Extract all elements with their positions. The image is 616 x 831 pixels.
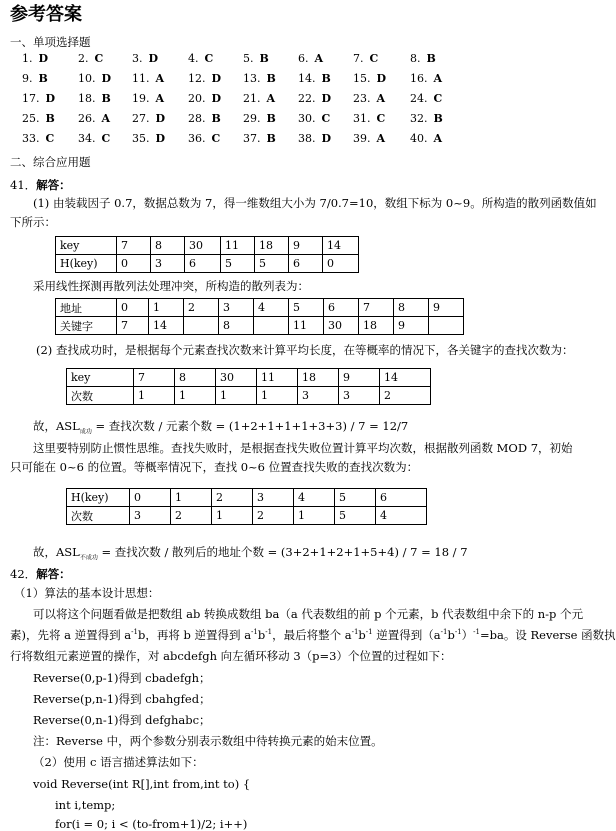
mcq-number: 17. bbox=[22, 92, 40, 105]
superscript: -1 bbox=[265, 628, 273, 637]
table-cell: 8 bbox=[219, 317, 254, 335]
mcq-number: 1. bbox=[22, 52, 33, 65]
table-cell: key bbox=[67, 369, 134, 387]
mcq-number: 14. bbox=[298, 72, 316, 85]
mcq-item bbox=[132, 72, 164, 85]
table-cell: 2 bbox=[253, 507, 294, 525]
superscript: -1 bbox=[131, 628, 138, 637]
hash-function-table bbox=[55, 236, 359, 273]
table-cell bbox=[429, 317, 464, 335]
paragraph-42-2: 可以将这个问题看做是把数组 ab 转换成数组 ba（a 代表数组的前 p 个元素，b 代表数组中余下的 n-p 个元 bbox=[33, 607, 584, 621]
table-cell: 5 bbox=[221, 255, 255, 273]
table-cell: 3 bbox=[253, 489, 294, 507]
mcq-number: 12. bbox=[188, 72, 206, 85]
mcq-item bbox=[243, 92, 275, 105]
table-cell: 6 bbox=[289, 255, 323, 273]
mcq-item bbox=[78, 132, 110, 145]
table-cell: key bbox=[56, 237, 117, 255]
paragraph-41-4: 这里要特别防止惯性思维。查找失败时，是根据查找失败位置计算平均次数，根据散列函数 MOD 7，初始 bbox=[33, 441, 573, 455]
table-cell: 18 bbox=[359, 317, 394, 335]
mcq-answer: D bbox=[148, 52, 159, 65]
table-cell: 8 bbox=[394, 299, 429, 317]
question-42-number: 42． bbox=[10, 567, 37, 581]
mcq-answer: C bbox=[211, 132, 221, 145]
mcq-number: 24. bbox=[410, 92, 428, 105]
asl-success-formula: = 查找次数 / 元素个数 = (1+2+1+1+1+3+3) / 7 = 12/7 bbox=[91, 419, 409, 433]
mcq-item bbox=[410, 72, 442, 85]
table-cell: 0 bbox=[130, 489, 171, 507]
mcq-item bbox=[132, 132, 165, 145]
mcq-number: 18. bbox=[78, 92, 96, 105]
table-cell: 7 bbox=[134, 369, 175, 387]
mcq-item bbox=[22, 52, 48, 65]
table-row bbox=[56, 299, 464, 317]
mcq-number: 23. bbox=[353, 92, 371, 105]
table-cell: 0 bbox=[323, 255, 359, 273]
table-cell: 11 bbox=[257, 369, 298, 387]
code-line-3: for(i = 0; i < (to-from+1)/2; i++) bbox=[55, 817, 248, 831]
mcq-number: 28. bbox=[188, 112, 206, 125]
mcq-answer: A bbox=[314, 52, 324, 65]
paragraph-41-2: 采用线性探测再散列法处理冲突，所构造的散列表为： bbox=[33, 279, 309, 293]
mcq-answer: B bbox=[266, 112, 276, 125]
table-cell: 18 bbox=[255, 237, 289, 255]
mcq-item bbox=[132, 92, 164, 105]
text-fragment: b bbox=[447, 628, 455, 642]
mcq-number: 25. bbox=[22, 112, 40, 125]
mcq-answer: D bbox=[155, 132, 166, 145]
table-cell: 7 bbox=[359, 299, 394, 317]
asl-success-prefix: 故，ASL bbox=[33, 419, 80, 433]
table-row bbox=[56, 317, 464, 335]
question-42-answer-label: 解答： bbox=[36, 567, 71, 581]
table-cell: 2 bbox=[212, 489, 253, 507]
mcq-item bbox=[243, 72, 276, 85]
table-row bbox=[67, 489, 427, 507]
mcq-number: 21. bbox=[243, 92, 261, 105]
mcq-answer: B bbox=[426, 52, 436, 65]
table-cell: 7 bbox=[117, 317, 149, 335]
table-row bbox=[67, 369, 431, 387]
mcq-answer: C bbox=[433, 92, 443, 105]
mcq-answer: D bbox=[376, 72, 387, 85]
mcq-number: 7. bbox=[353, 52, 364, 65]
table-row bbox=[67, 387, 431, 405]
mcq-answer: A bbox=[433, 72, 443, 85]
mcq-answer: A bbox=[376, 132, 386, 145]
mcq-answer: A bbox=[155, 72, 165, 85]
mcq-answer: B bbox=[38, 72, 48, 85]
text-fragment: 素)，先将 a 逆置得到 a bbox=[10, 628, 132, 642]
mcq-item bbox=[188, 132, 220, 145]
paragraph-41-1: (1) 由装载因子 0.7，数据总数为 7，得一维数组大小为 7/0.7=10，数组下标为 0~9。所构造的散列函数值如 bbox=[33, 196, 597, 210]
mcq-number: 30. bbox=[298, 112, 316, 125]
superscript: -1 bbox=[251, 628, 258, 637]
mcq-answer: D bbox=[155, 112, 166, 125]
table-cell: 次数 bbox=[67, 507, 130, 525]
mcq-number: 32. bbox=[410, 112, 428, 125]
mcq-answer: A bbox=[266, 92, 276, 105]
table-cell: 9 bbox=[394, 317, 429, 335]
superscript: -1 bbox=[454, 628, 462, 637]
mcq-item bbox=[22, 92, 55, 105]
text-fragment: =ba。设 Reverse 函数执 bbox=[480, 628, 616, 642]
question-41-answer-label: 解答： bbox=[36, 178, 71, 192]
mcq-answer: C bbox=[376, 112, 386, 125]
mcq-item bbox=[132, 52, 158, 65]
mcq-row bbox=[0, 112, 570, 126]
table-cell: 1 bbox=[257, 387, 298, 405]
reverse-step-3: Reverse(0,n-1)得到 defghabc； bbox=[33, 713, 211, 727]
mcq-item bbox=[188, 92, 221, 105]
table-cell: 7 bbox=[117, 237, 151, 255]
mcq-number: 10. bbox=[78, 72, 96, 85]
table-cell: 14 bbox=[380, 369, 431, 387]
table-cell: 8 bbox=[151, 237, 185, 255]
code-line-2: int i,temp; bbox=[55, 798, 116, 812]
mcq-item bbox=[22, 72, 48, 85]
table-cell: 1 bbox=[149, 299, 184, 317]
paragraph-42-4: 行将数组元素逆置的操作，对 abcdefgh 向左循环移动 3（p=3）个位置的过程如下： bbox=[10, 649, 452, 663]
table-row bbox=[67, 507, 427, 525]
text-fragment: b bbox=[358, 628, 366, 642]
mcq-answer: A bbox=[155, 92, 165, 105]
superscript: -1 bbox=[473, 628, 480, 637]
mcq-item bbox=[353, 92, 385, 105]
table-cell: 11 bbox=[221, 237, 255, 255]
paragraph-41-1b: 下所示： bbox=[10, 215, 56, 229]
table-cell: H(key) bbox=[56, 255, 117, 273]
table-cell: 5 bbox=[335, 507, 376, 525]
mcq-answer: D bbox=[45, 92, 56, 105]
mcq-item bbox=[298, 52, 323, 65]
mcq-number: 15. bbox=[353, 72, 371, 85]
paragraph-42-1: （1）算法的基本设计思想： bbox=[14, 586, 160, 600]
reverse-step-2: Reverse(p,n-1)得到 cbahgfed； bbox=[33, 692, 211, 706]
table-cell: 30 bbox=[216, 369, 257, 387]
failure-count-table bbox=[66, 488, 427, 525]
mcq-item bbox=[243, 132, 276, 145]
mcq-item bbox=[298, 72, 331, 85]
mcq-answer: B bbox=[101, 92, 111, 105]
mcq-number: 29. bbox=[243, 112, 261, 125]
text-fragment: 逆置得到（a bbox=[372, 628, 441, 642]
mcq-answer: C bbox=[101, 132, 111, 145]
page-title: 参考答案 bbox=[10, 4, 82, 25]
table-cell: 2 bbox=[171, 507, 212, 525]
mcq-item bbox=[22, 132, 54, 145]
table-cell: 6 bbox=[376, 489, 427, 507]
section-heading-mcq: 一、单项选择题 bbox=[10, 35, 91, 49]
mcq-answer: D bbox=[321, 92, 332, 105]
mcq-number: 26. bbox=[78, 112, 96, 125]
table-cell: 1 bbox=[171, 489, 212, 507]
mcq-answer: B bbox=[433, 112, 443, 125]
table-cell: 3 bbox=[151, 255, 185, 273]
table-row bbox=[56, 255, 359, 273]
mcq-row bbox=[0, 92, 570, 106]
asl-failure bbox=[33, 544, 468, 560]
mcq-answer: B bbox=[266, 72, 276, 85]
table-cell: 3 bbox=[298, 387, 339, 405]
mcq-number: 5. bbox=[243, 52, 254, 65]
mcq-number: 33. bbox=[22, 132, 40, 145]
table-cell: 0 bbox=[117, 255, 151, 273]
table-cell: 2 bbox=[380, 387, 431, 405]
superscript: -1 bbox=[365, 628, 373, 637]
mcq-number: 16. bbox=[410, 72, 428, 85]
mcq-number: 6. bbox=[298, 52, 309, 65]
mcq-answer: C bbox=[321, 112, 331, 125]
table-cell: 1 bbox=[294, 507, 335, 525]
superscript: -1 bbox=[440, 628, 448, 637]
table-cell: 1 bbox=[216, 387, 257, 405]
mcq-answer: C bbox=[204, 52, 214, 65]
table-cell: 9 bbox=[289, 237, 323, 255]
mcq-number: 13. bbox=[243, 72, 261, 85]
asl-success bbox=[33, 418, 408, 434]
mcq-number: 36. bbox=[188, 132, 206, 145]
mcq-answer: D bbox=[38, 52, 49, 65]
mcq-row bbox=[0, 132, 570, 146]
mcq-number: 22. bbox=[298, 92, 316, 105]
table-cell: 次数 bbox=[67, 387, 134, 405]
table-cell: 4 bbox=[376, 507, 427, 525]
mcq-number: 3. bbox=[132, 52, 143, 65]
table-cell: 2 bbox=[184, 299, 219, 317]
mcq-answer: B bbox=[321, 72, 331, 85]
superscript: -1 bbox=[351, 628, 359, 637]
mcq-number: 37. bbox=[243, 132, 261, 145]
table-cell: 30 bbox=[324, 317, 359, 335]
table-cell: 0 bbox=[117, 299, 149, 317]
mcq-item bbox=[188, 52, 213, 65]
mcq-number: 8. bbox=[410, 52, 421, 65]
asl-failure-formula: = 查找次数 / 散列后的地址个数 = (3+2+1+2+1+5+4) / 7 = 18 / 7 bbox=[97, 545, 468, 559]
mcq-item bbox=[353, 132, 385, 145]
mcq-answer: C bbox=[45, 132, 55, 145]
paragraph-41-4b: 只可能在 0~6 的位置。等概率情况下，查找 0~6 位置查找失败的查找次数为： bbox=[10, 460, 419, 474]
reverse-step-1: Reverse(0,p-1)得到 cbadefgh； bbox=[33, 671, 211, 685]
table-cell bbox=[254, 317, 289, 335]
mcq-item bbox=[353, 72, 386, 85]
mcq-item bbox=[410, 92, 442, 105]
mcq-item bbox=[78, 72, 111, 85]
table-cell: 5 bbox=[255, 255, 289, 273]
mcq-number: 2. bbox=[78, 52, 89, 65]
mcq-number: 38. bbox=[298, 132, 316, 145]
table-cell: 4 bbox=[254, 299, 289, 317]
success-count-table bbox=[66, 368, 431, 405]
table-cell: 6 bbox=[324, 299, 359, 317]
table-cell: 30 bbox=[185, 237, 221, 255]
mcq-answer: D bbox=[101, 72, 112, 85]
text-fragment: ，最后将整个 a bbox=[272, 628, 352, 642]
table-cell: H(key) bbox=[67, 489, 130, 507]
mcq-item bbox=[298, 132, 331, 145]
mcq-number: 11. bbox=[132, 72, 150, 85]
table-cell: 3 bbox=[219, 299, 254, 317]
mcq-item bbox=[353, 112, 385, 125]
mcq-item bbox=[243, 52, 269, 65]
mcq-row bbox=[0, 72, 570, 86]
mcq-answer: B bbox=[211, 112, 221, 125]
mcq-item bbox=[78, 52, 103, 65]
mcq-answer: B bbox=[266, 132, 276, 145]
table-row bbox=[56, 237, 359, 255]
mcq-row bbox=[0, 52, 570, 66]
table-cell: 1 bbox=[212, 507, 253, 525]
mcq-number: 4. bbox=[188, 52, 199, 65]
table-cell: 5 bbox=[335, 489, 376, 507]
code-line-1: void Reverse(int R[],int from,int to) { bbox=[33, 777, 251, 791]
table-cell: 地址 bbox=[56, 299, 117, 317]
section-heading-comprehensive: 二、综合应用题 bbox=[10, 155, 91, 169]
asl-success-subscript: 成功 bbox=[79, 428, 92, 436]
table-cell: 1 bbox=[175, 387, 216, 405]
mcq-answer: B bbox=[259, 52, 269, 65]
table-cell: 9 bbox=[429, 299, 464, 317]
asl-failure-subscript: 不成功 bbox=[79, 554, 98, 562]
mcq-item bbox=[298, 92, 331, 105]
mcq-number: 31. bbox=[353, 112, 371, 125]
hash-table bbox=[55, 298, 464, 335]
table-cell: 关键字 bbox=[56, 317, 117, 335]
text-fragment: ） bbox=[461, 628, 474, 642]
mcq-item bbox=[298, 112, 330, 125]
mcq-item bbox=[353, 52, 378, 65]
table-cell: 4 bbox=[294, 489, 335, 507]
table-cell: 3 bbox=[339, 387, 380, 405]
table-cell: 3 bbox=[130, 507, 171, 525]
table-cell: 5 bbox=[289, 299, 324, 317]
table-cell: 18 bbox=[298, 369, 339, 387]
mcq-number: 39. bbox=[353, 132, 371, 145]
asl-failure-prefix: 故，ASL bbox=[33, 545, 80, 559]
mcq-number: 34. bbox=[78, 132, 96, 145]
mcq-number: 35. bbox=[132, 132, 150, 145]
question-42-heading bbox=[10, 566, 71, 582]
paragraph-42-5: （2）使用 c 语言描述算法如下： bbox=[33, 755, 204, 769]
mcq-answer: B bbox=[45, 112, 55, 125]
mcq-item bbox=[22, 112, 55, 125]
mcq-answer: D bbox=[321, 132, 332, 145]
table-cell: 6 bbox=[185, 255, 221, 273]
table-cell: 14 bbox=[149, 317, 184, 335]
mcq-number: 20. bbox=[188, 92, 206, 105]
mcq-item bbox=[410, 112, 443, 125]
mcq-item bbox=[78, 92, 111, 105]
table-cell: 11 bbox=[289, 317, 324, 335]
text-fragment: b，再将 b 逆置得到 a bbox=[138, 628, 252, 642]
mcq-item bbox=[78, 112, 110, 125]
table-cell bbox=[184, 317, 219, 335]
mcq-answer: C bbox=[369, 52, 379, 65]
mcq-item bbox=[188, 112, 221, 125]
mcq-number: 40. bbox=[410, 132, 428, 145]
paragraph-42-3 bbox=[10, 627, 616, 643]
mcq-item bbox=[410, 52, 436, 65]
mcq-answer: D bbox=[211, 72, 222, 85]
mcq-number: 19. bbox=[132, 92, 150, 105]
question-41-number: 41． bbox=[10, 178, 37, 192]
question-41-heading bbox=[10, 177, 71, 193]
mcq-item bbox=[243, 112, 276, 125]
table-cell: 14 bbox=[323, 237, 359, 255]
table-cell: 1 bbox=[134, 387, 175, 405]
reverse-note: 注：Reverse 中，两个参数分别表示数组中待转换元素的始末位置。 bbox=[33, 734, 383, 748]
table-cell: 9 bbox=[339, 369, 380, 387]
mcq-number: 27. bbox=[132, 112, 150, 125]
mcq-answer: D bbox=[211, 92, 222, 105]
mcq-item bbox=[132, 112, 165, 125]
mcq-answer: A bbox=[433, 132, 443, 145]
mcq-number: 9. bbox=[22, 72, 33, 85]
text-fragment: b bbox=[257, 628, 266, 642]
mcq-answer: A bbox=[101, 112, 111, 125]
mcq-item bbox=[410, 132, 442, 145]
mcq-answer: C bbox=[94, 52, 104, 65]
mcq-answer: A bbox=[376, 92, 386, 105]
table-cell: 8 bbox=[175, 369, 216, 387]
paragraph-41-3: (2) 查找成功时，是根据每个元素查找次数来计算平均长度，在等概率的情况下，各关键字的查找次数为： bbox=[36, 343, 574, 357]
mcq-item bbox=[188, 72, 221, 85]
